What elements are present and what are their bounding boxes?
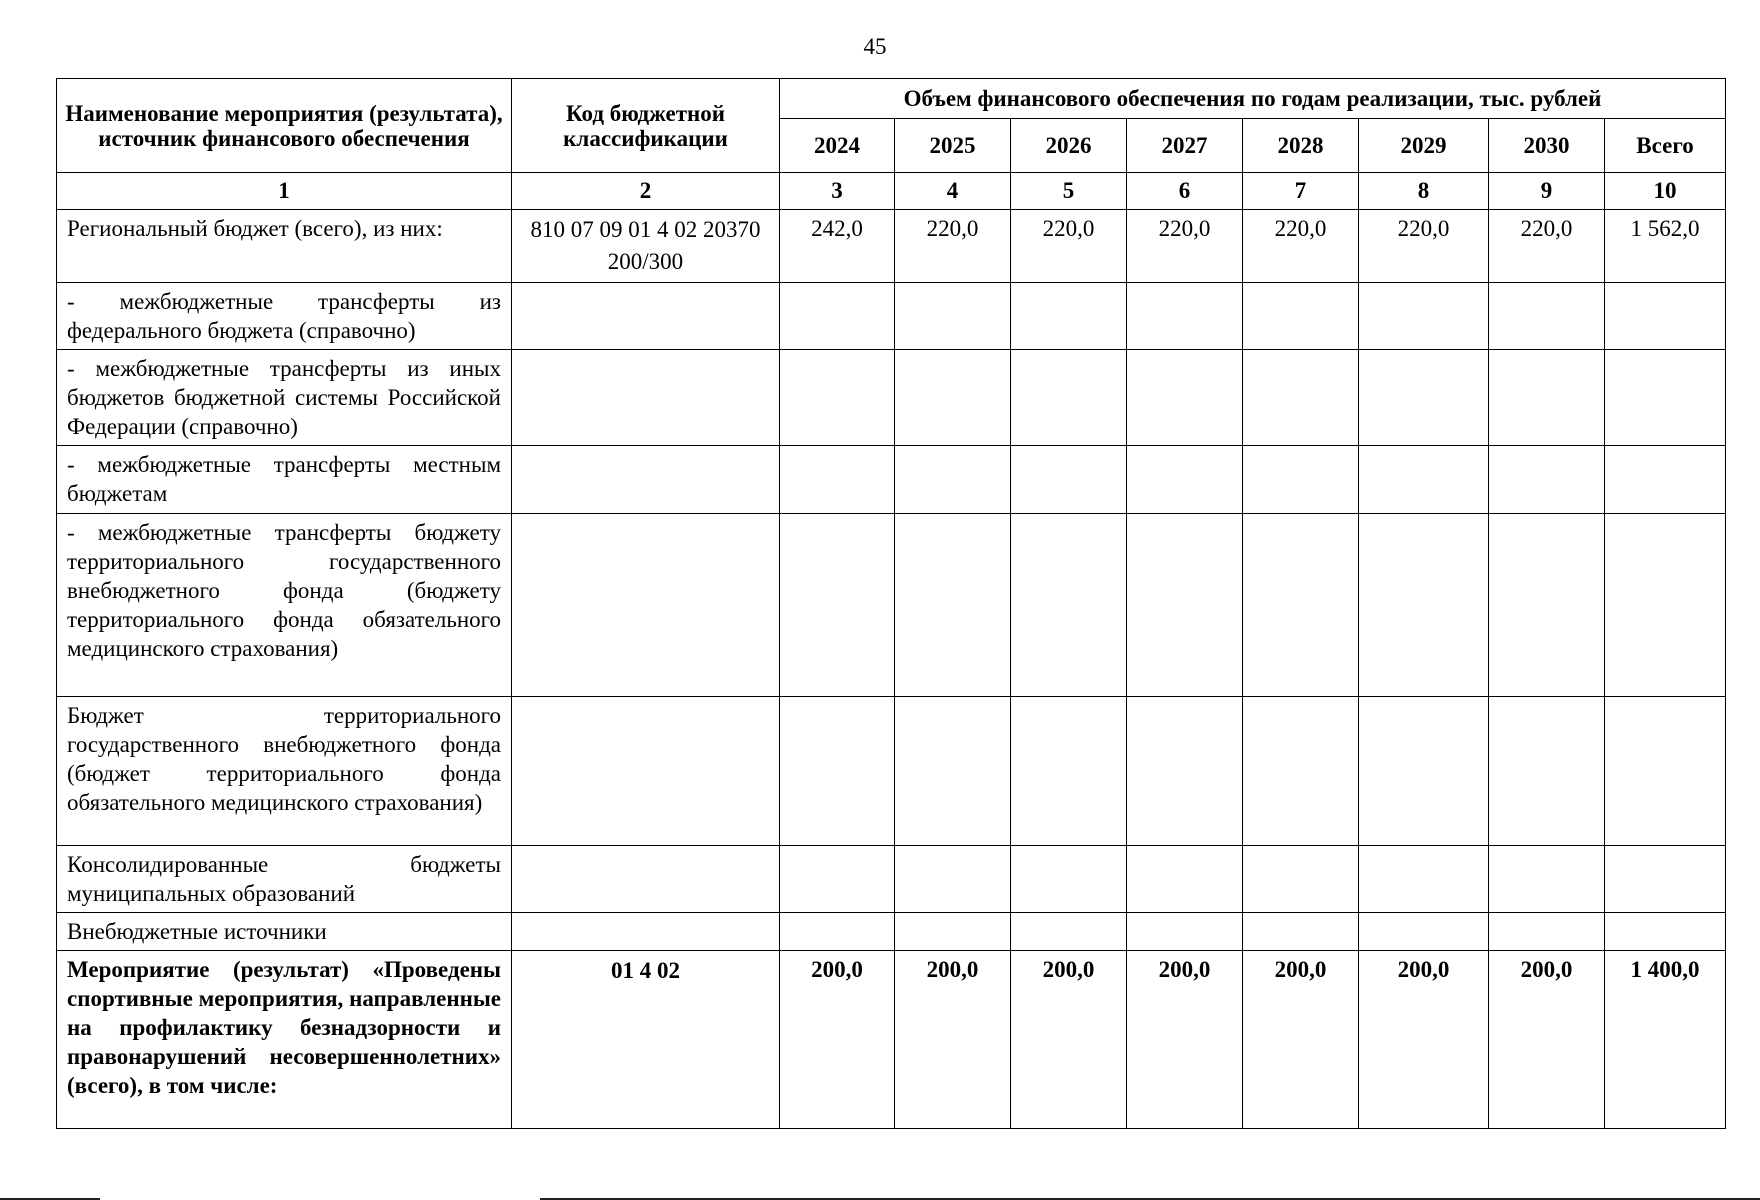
row-value <box>1489 350 1605 446</box>
row-value: 200,0 <box>1489 951 1605 1129</box>
table-row <box>57 350 1726 446</box>
row-value <box>780 350 895 446</box>
row-value <box>1605 446 1726 514</box>
row-value <box>780 514 895 697</box>
row-value <box>1011 283 1127 350</box>
row-value <box>1359 350 1489 446</box>
row-value: 220,0 <box>1489 210 1605 283</box>
row-value <box>1127 350 1243 446</box>
row-value <box>1243 350 1359 446</box>
row-value <box>1127 514 1243 697</box>
row-value <box>1011 697 1127 846</box>
row-name: Консолидированные бюджеты муниципальных образований <box>57 846 512 913</box>
row-value <box>1127 697 1243 846</box>
header-year: 2029 <box>1359 119 1489 173</box>
table-row <box>57 283 1726 350</box>
row-value <box>1489 846 1605 913</box>
row-code <box>512 846 780 913</box>
row-value: 220,0 <box>895 210 1011 283</box>
row-value <box>895 283 1011 350</box>
header-name: Наименование мероприятия (результата), источник финансового обеспечения <box>57 79 512 173</box>
column-number: 8 <box>1359 173 1489 210</box>
header-total: Всего <box>1605 119 1726 173</box>
row-value <box>1011 846 1127 913</box>
row-code: 01 4 02 <box>512 951 780 1129</box>
row-value <box>1243 514 1359 697</box>
row-value <box>1605 514 1726 697</box>
header-year: 2024 <box>780 119 895 173</box>
row-value <box>1243 283 1359 350</box>
row-value <box>780 913 895 951</box>
table-row <box>57 846 1726 913</box>
row-value <box>780 283 895 350</box>
row-value <box>1243 697 1359 846</box>
row-value <box>1359 283 1489 350</box>
column-number: 5 <box>1011 173 1127 210</box>
row-name: Мероприятие (результат) «Проведены спортивные мероприятия, направленные на профилактику безнадзорности и правонарушений несовершеннолетних» (всего), в том числе: <box>57 951 512 1129</box>
row-code <box>512 283 780 350</box>
row-value <box>780 446 895 514</box>
column-number: 1 <box>57 173 512 210</box>
header-volume: Объем финансового обеспечения по годам реализации, тыс. рублей <box>780 79 1726 119</box>
column-number: 9 <box>1489 173 1605 210</box>
row-value: 1 562,0 <box>1605 210 1726 283</box>
header-year: 2027 <box>1127 119 1243 173</box>
row-code: 810 07 09 01 4 02 20370 200/300 <box>512 210 780 283</box>
row-code <box>512 350 780 446</box>
row-code <box>512 913 780 951</box>
row-value <box>1127 283 1243 350</box>
budget-table <box>56 78 1726 1129</box>
row-value <box>1127 446 1243 514</box>
row-value <box>1605 697 1726 846</box>
row-value <box>1243 446 1359 514</box>
row-value <box>1359 913 1489 951</box>
row-value <box>1489 446 1605 514</box>
column-number: 6 <box>1127 173 1243 210</box>
header-row-1 <box>57 79 1726 119</box>
row-value <box>1011 446 1127 514</box>
table-row <box>57 446 1726 514</box>
column-number: 10 <box>1605 173 1726 210</box>
row-value <box>1489 913 1605 951</box>
row-value: 220,0 <box>1359 210 1489 283</box>
column-numbers-row <box>57 173 1726 210</box>
row-code <box>512 514 780 697</box>
header-year: 2025 <box>895 119 1011 173</box>
table-row <box>57 697 1726 846</box>
row-value: 1 400,0 <box>1605 951 1726 1129</box>
row-value <box>895 697 1011 846</box>
row-value: 242,0 <box>780 210 895 283</box>
row-value: 220,0 <box>1011 210 1127 283</box>
row-value <box>1605 350 1726 446</box>
row-code <box>512 446 780 514</box>
row-value: 200,0 <box>1127 951 1243 1129</box>
row-value <box>1359 846 1489 913</box>
column-number: 3 <box>780 173 895 210</box>
row-value <box>895 446 1011 514</box>
row-value <box>1605 283 1726 350</box>
row-value: 200,0 <box>895 951 1011 1129</box>
row-value <box>895 846 1011 913</box>
table-row <box>57 913 1726 951</box>
row-value <box>1011 913 1127 951</box>
row-value <box>895 350 1011 446</box>
header-year: 2030 <box>1489 119 1605 173</box>
row-value <box>895 514 1011 697</box>
header-year: 2026 <box>1011 119 1127 173</box>
row-value: 200,0 <box>780 951 895 1129</box>
row-value <box>1605 846 1726 913</box>
row-value <box>1359 697 1489 846</box>
row-value <box>895 913 1011 951</box>
table-row <box>57 951 1726 1129</box>
row-name: - межбюджетные трансферты из иных бюджетов бюджетной системы Российской Федерации (справочно) <box>57 350 512 446</box>
row-value <box>1489 283 1605 350</box>
row-value: 200,0 <box>1011 951 1127 1129</box>
row-value <box>1243 913 1359 951</box>
row-code <box>512 697 780 846</box>
row-value: 200,0 <box>1243 951 1359 1129</box>
column-number: 2 <box>512 173 780 210</box>
row-value <box>1359 514 1489 697</box>
row-value <box>1011 514 1127 697</box>
row-name: Внебюджетные источники <box>57 913 512 951</box>
header-code: Код бюджетной классификации <box>512 79 780 173</box>
row-value <box>1011 350 1127 446</box>
row-name: - межбюджетные трансферты из федерального бюджета (справочно) <box>57 283 512 350</box>
row-value <box>1127 913 1243 951</box>
row-name: - межбюджетные трансферты бюджету территориального государственного внебюджетного фонда (бюджету территориального фонда обязательного медицинского страхования) <box>57 514 512 697</box>
header-year: 2028 <box>1243 119 1359 173</box>
row-name: - межбюджетные трансферты местным бюджетам <box>57 446 512 514</box>
page-number: 45 <box>863 34 887 59</box>
row-value: 220,0 <box>1243 210 1359 283</box>
row-value <box>1489 514 1605 697</box>
row-value <box>1489 697 1605 846</box>
row-value <box>1605 913 1726 951</box>
column-number: 7 <box>1243 173 1359 210</box>
row-value <box>780 697 895 846</box>
table-row <box>57 210 1726 283</box>
table-row <box>57 514 1726 697</box>
row-value: 220,0 <box>1127 210 1243 283</box>
row-value <box>780 846 895 913</box>
row-name: Региональный бюджет (всего), из них: <box>57 210 512 283</box>
row-value: 200,0 <box>1359 951 1489 1129</box>
row-value <box>1243 846 1359 913</box>
row-value <box>1127 846 1243 913</box>
column-number: 4 <box>895 173 1011 210</box>
row-name: Бюджет территориального государственного внебюджетного фонда (бюджет территориального фонда обязательного медицинского страхования) <box>57 697 512 846</box>
row-value <box>1359 446 1489 514</box>
